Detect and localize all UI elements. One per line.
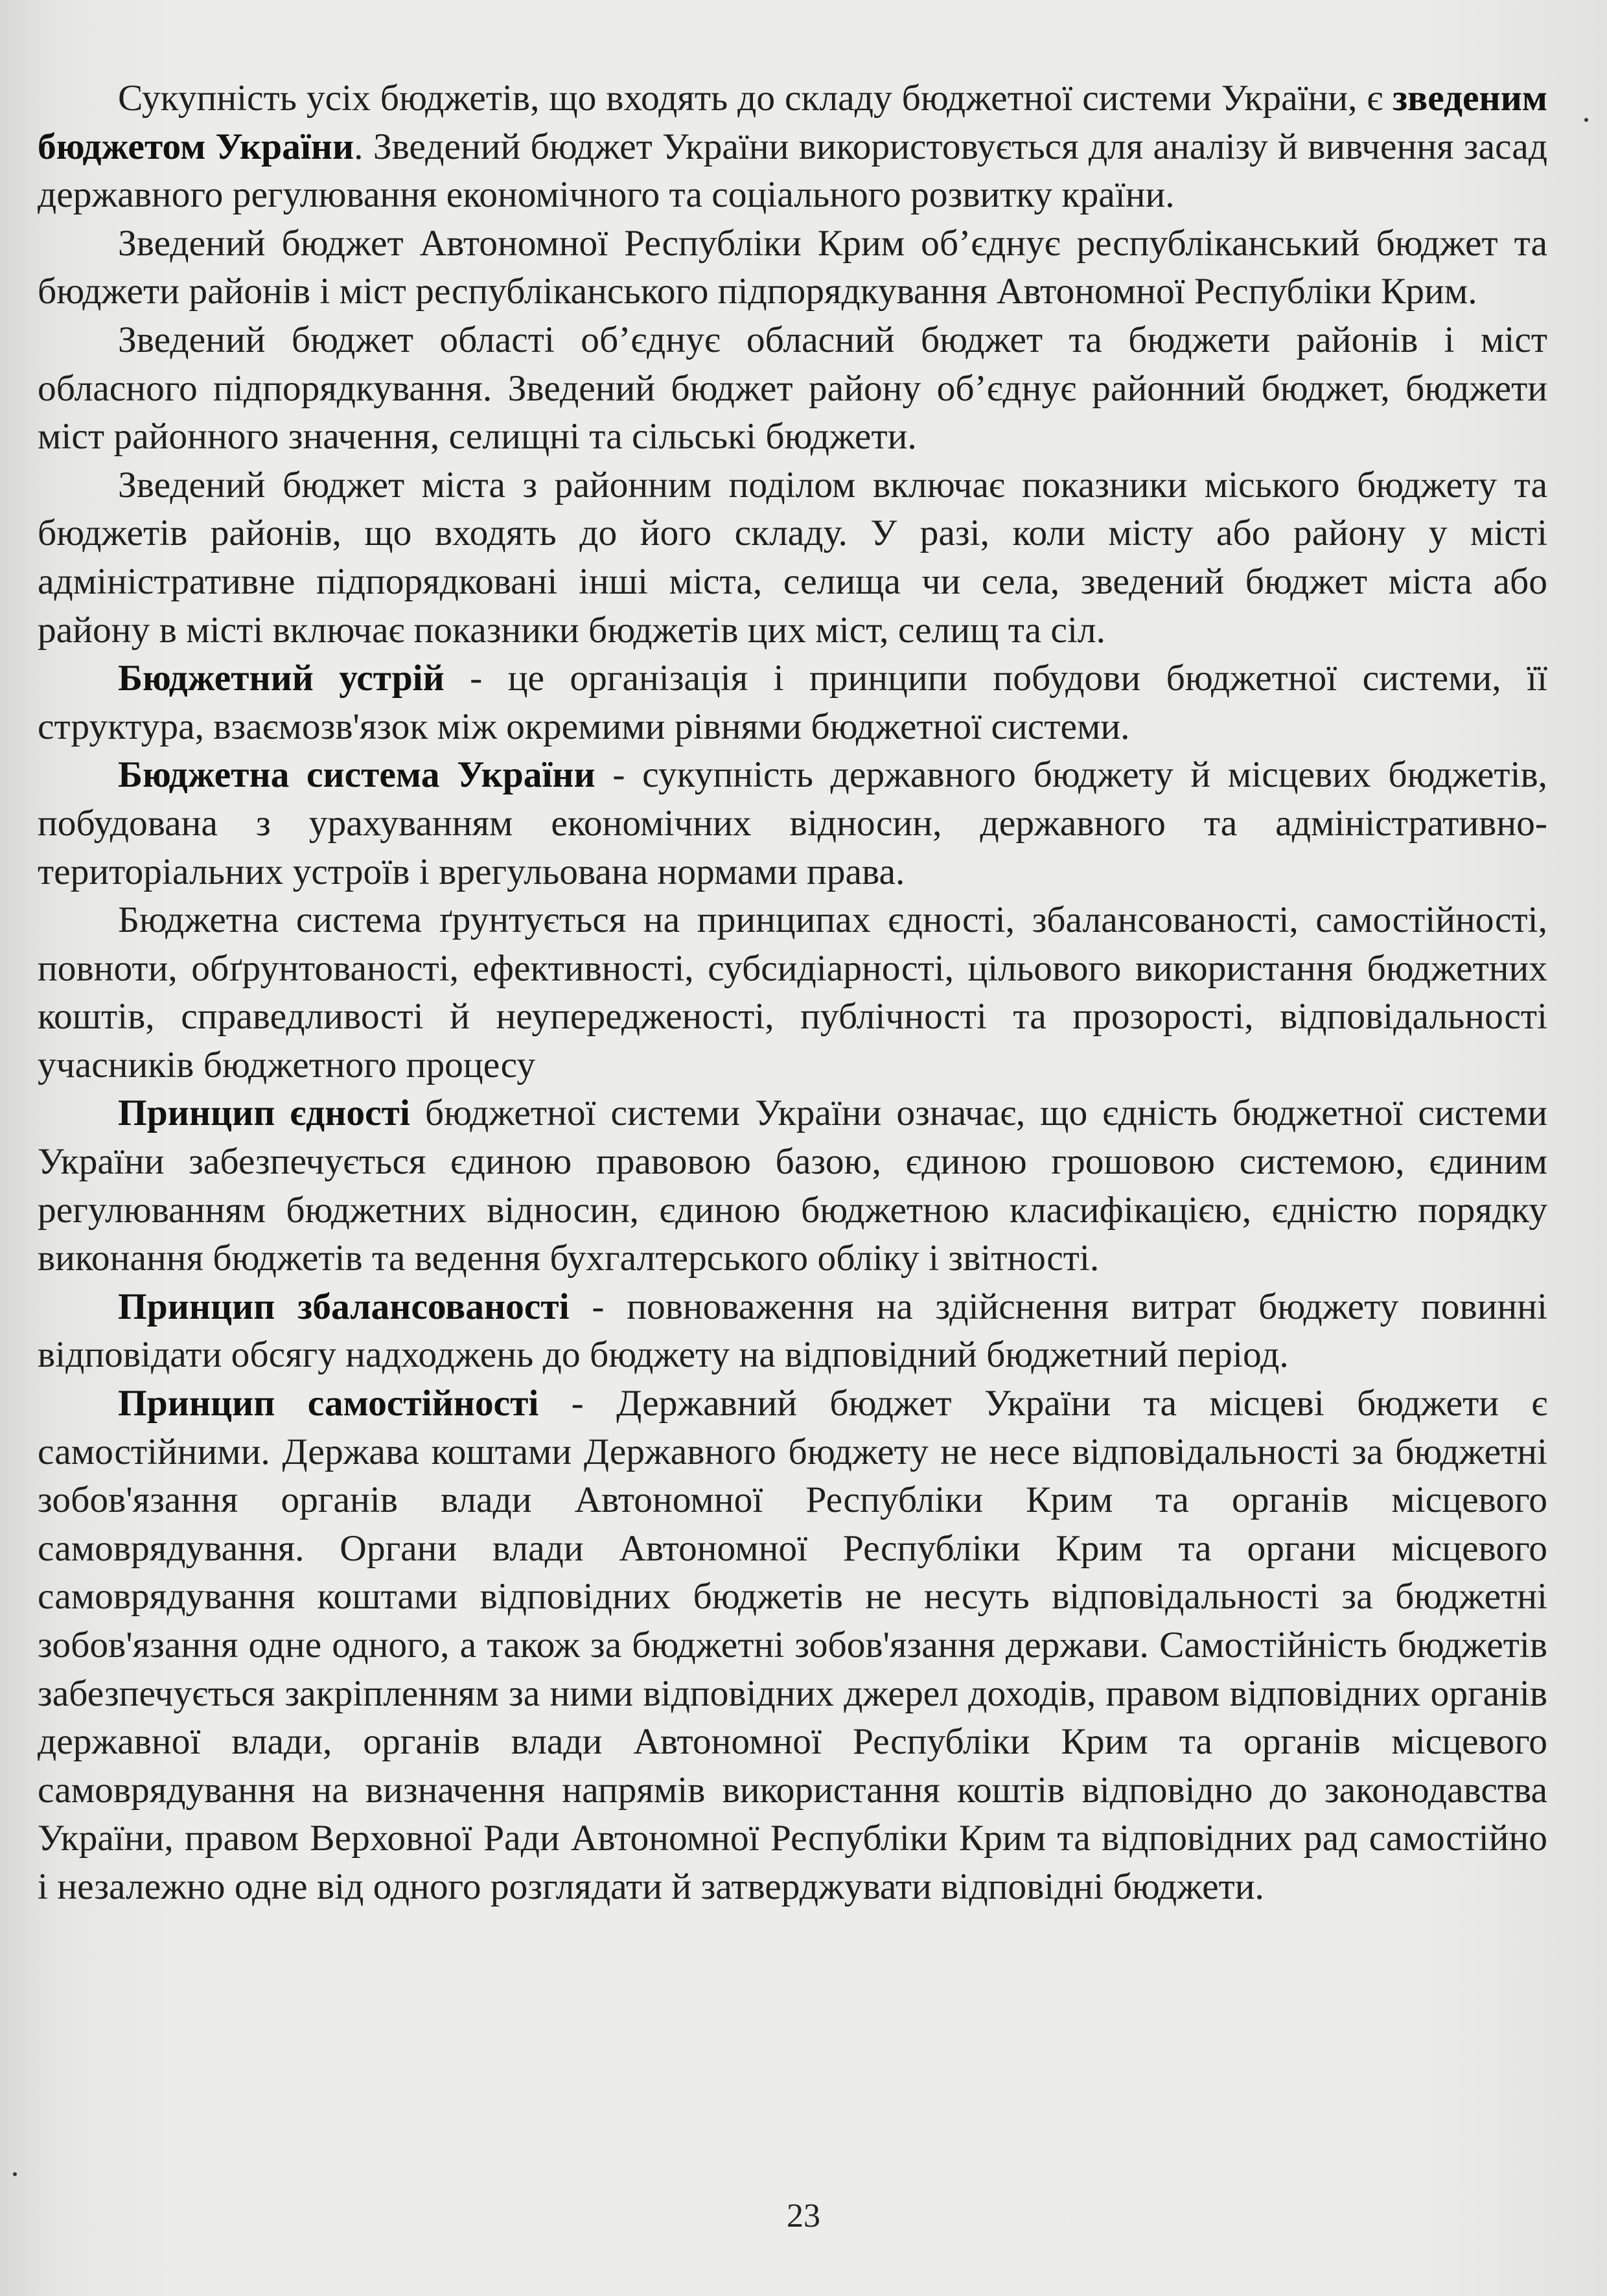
paragraph-budget-system: Бюджетна система України - сукупність державного бюджету й місцевих бюджетів, побудована з урахуванням економічних відносин, державного та адміністративно-територіальних устроїв і врегульована нормами права.: [38, 754, 1547, 892]
term-principle-independence: Принцип самостійності: [118, 1383, 539, 1424]
term-principle-balance: Принцип збалансованості: [118, 1286, 570, 1327]
term-principle-unity: Принцип єдності: [118, 1093, 410, 1134]
term-budget-system: Бюджетна система України: [118, 754, 595, 796]
paragraph-principles: Бюджетна система ґрунтується на принципах єдності, збалансованості, самостійності, повноти, обґрунтованості, ефективності, субсидіарності, цільового використання бюджетних коштів, справедливості й неупередженості, публічності та прозорості, відповідальності учасників бюджетного процесу: [38, 899, 1547, 1085]
scan-speck: [1584, 118, 1588, 122]
paragraph-crimea-budget: Зведений бюджет Автономної Республіки Крим об’єднує республіканський бюджет та бюджети районів і міст республіканського підпорядкування Автономної Республіки Крим.: [38, 222, 1547, 312]
paragraph-consolidated-budget: Сукупність усіх бюджетів, що входять до складу бюджетної системи України, є зведеним бюджетом України. Зведений бюджет України використовується для аналізу й вивчення засад державного регулювання економічного та соціального розвитку країни.: [38, 78, 1547, 216]
paragraph-budget-structure: Бюджетний устрій - це організація і принципи побудови бюджетної системи, її структура, взаємозв'язок між окремими рівнями бюджетної системи.: [38, 658, 1547, 747]
body-text: [38, 75, 1547, 1912]
paragraph-city-budget: Зведений бюджет міста з районним поділом включає показники міського бюджету та бюджетів районів, що входять до його складу. У разі, коли місту або району у місті адміністративне підпорядковані інші міста, селища чи села, зведений бюджет міста або району в місті включає показники бюджетів цих міст, селищ та сіл.: [38, 464, 1547, 651]
term-consolidated-budget: зведеним бюджетом України: [38, 78, 1547, 167]
paragraph-oblast-budget: Зведений бюджет області об’єднує обласний бюджет та бюджети районів і міст обласного підпорядкування. Зведений бюджет району об’єднує районний бюджет, бюджети міст районного значення, селищні та сільські бюджети.: [38, 319, 1547, 458]
term-budget-structure: Бюджетний устрій: [118, 658, 445, 699]
paragraph-principle-independence: Принцип самостійності - Державний бюджет України та місцеві бюджети є самостійними. Держава коштами Державного бюджету не несе відповідальності за бюджетні зобов'язання органів влади Автономної Республіки Крим та органів місцевого самоврядування. Органи влади Автономної Республіки Крим та органи місцевого самоврядування коштами відповідних бюджетів не несуть відповідальності за бюджетні зобов'язання одне одного, а також за бюджетні зобов'язання держави. Самостійність бюджетів забезпечується закріпленням за ними відповідних джерел доходів, правом відповідних органів державної влади, органів влади Автономної Республіки Крим та органів місцевого самоврядування на визначення напрямів використання коштів відповідно до законодавства України, правом Верховної Ради Автономної Республіки Крим та відповідних рад самостійно і незалежно одне від одного розглядати й затверджувати відповідні бюджети.: [38, 1383, 1547, 1907]
scan-speck: [13, 2172, 17, 2176]
paragraph-principle-balance: Принцип збалансованості - повноваження на здійснення витрат бюджету повинні відповідати обсягу надходжень до бюджету на відповідний бюджетний період.: [38, 1286, 1548, 1376]
page-number: 23: [787, 2197, 820, 2234]
paragraph-principle-unity: Принцип єдності бюджетної системи України означає, що єдність бюджетної системи України забезпечується єдиною правовою базою, єдиною грошовою системою, єдиним регулюванням бюджетних відносин, єдиною бюджетною класифікацією, єдністю порядку виконання бюджетів та ведення бухгалтерського обліку і звітності.: [38, 1093, 1547, 1279]
